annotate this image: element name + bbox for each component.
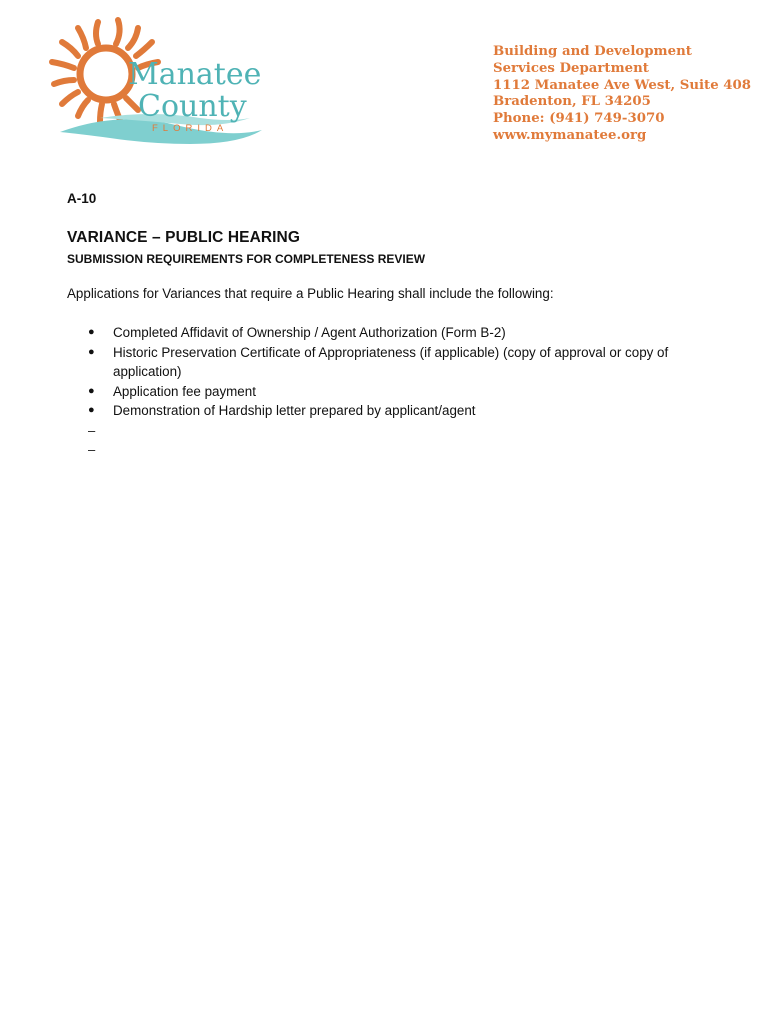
intro-paragraph: Applications for Variances that require a Public Hearing shall include the following: <box>67 286 554 301</box>
department-address-block <box>493 44 751 145</box>
requirement-text: Completed Affidavit of Ownership / Agent Authorization (Form B-2) <box>113 325 506 340</box>
requirement-text: Historic Preservation Certificate of Appropriateness (if applicable) (copy of approval or copy of application) <box>113 344 669 379</box>
manatee-county-logo <box>40 14 280 154</box>
requirement-text: Application fee payment <box>113 383 256 399</box>
dash-mark: – <box>88 423 96 438</box>
list-item <box>88 401 708 421</box>
department-website-link[interactable]: www.mymanatee.org <box>493 127 647 143</box>
document-code: A-10 <box>67 191 97 206</box>
department-name-line2: Services Department <box>493 60 649 76</box>
department-city: Bradenton, FL 34205 <box>493 94 651 110</box>
logo-word-florida: FLORIDA <box>152 123 229 134</box>
bullet-icon: ● <box>88 404 95 416</box>
bullet-icon: ● <box>88 326 95 338</box>
department-street-address: 1112 Manatee Ave West, Suite 408 <box>493 77 752 93</box>
department-phone: Phone: (941) 749-3070 <box>493 111 665 127</box>
bullet-icon: ● <box>88 345 95 358</box>
list-item <box>88 343 708 382</box>
bullet-icon: ● <box>88 384 95 397</box>
logo-word-manatee: Manatee <box>128 57 262 92</box>
logo-word-county: County <box>138 89 247 124</box>
document-subtitle: SUBMISSION REQUIREMENTS FOR COMPLETENESS REVIEW <box>67 252 426 266</box>
requirement-text: Demonstration of Hardship letter prepared by applicant/agent <box>113 403 476 418</box>
document-title: VARIANCE – PUBLIC HEARING <box>67 229 301 246</box>
dash-mark: – <box>88 442 96 457</box>
requirements-list <box>88 323 708 421</box>
department-name-line1: Building and Development <box>493 44 692 59</box>
list-item <box>88 323 708 343</box>
list-item <box>88 382 708 402</box>
sun-wave-logo-icon <box>40 14 280 154</box>
